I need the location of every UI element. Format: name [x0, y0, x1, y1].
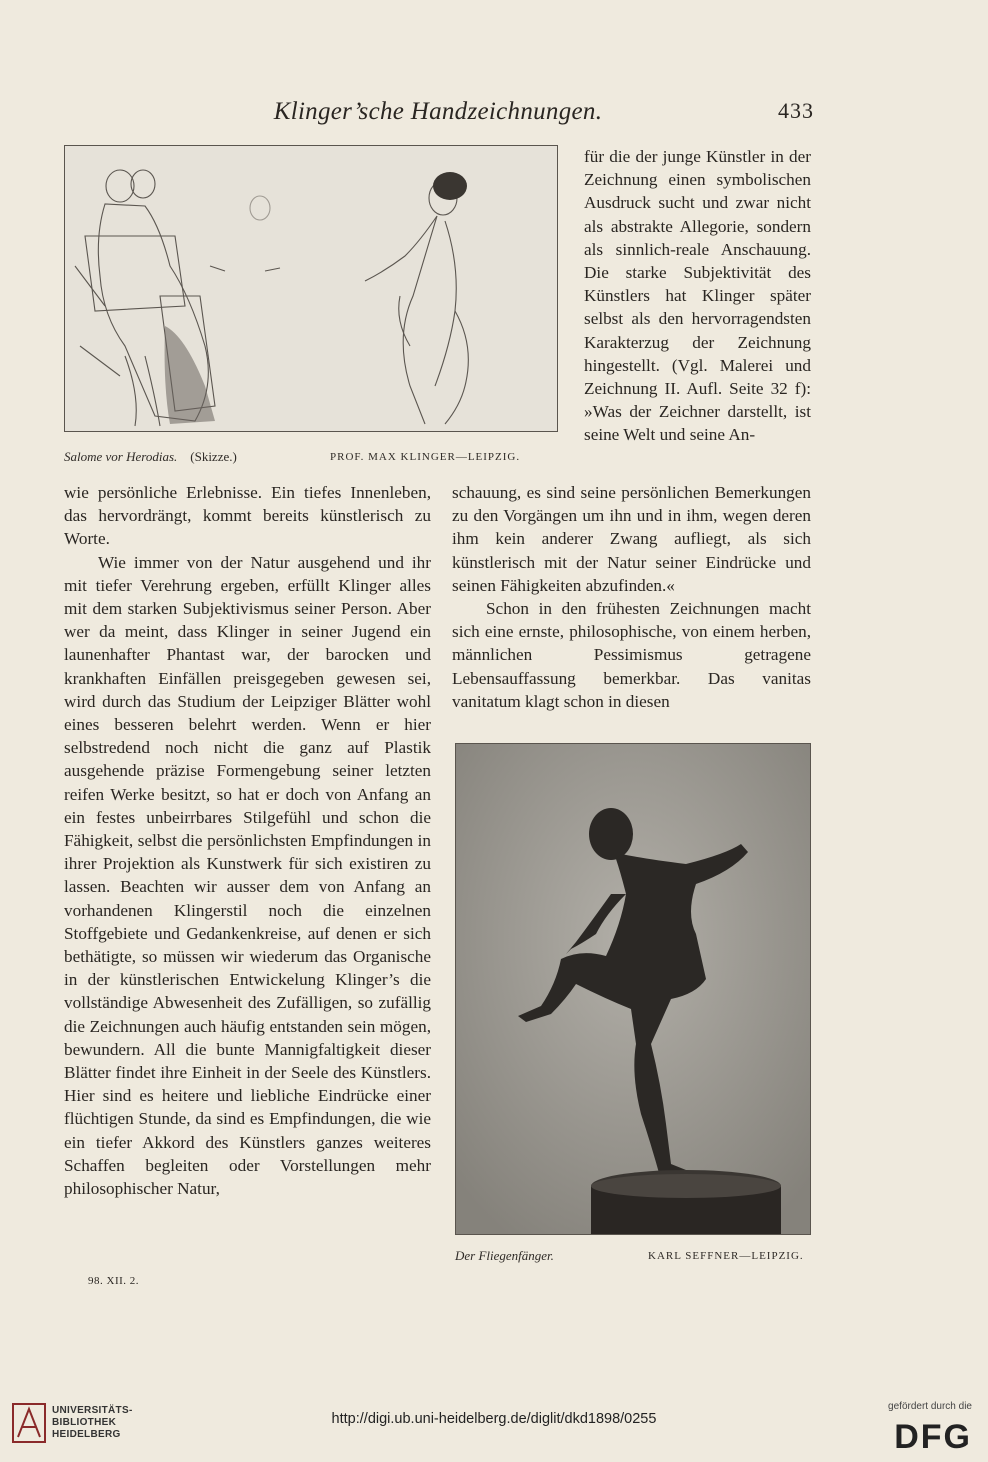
- library-line: UNIVERSITÄTS-: [52, 1405, 133, 1416]
- paragraph: für die der junge Künstler in der Zeichnung einen symbolischen Ausdruck sucht und zwar nicht als abstrakte Allegorie, sondern als sinnlich-reale Anschauung. Die starke Subjektivität des Künstlers hat Klinger später selbst als den hervorragendsten Karakterzug der Zeichnung hingestellt. (Vgl. Malerei und Zeichnung II. Aufl. Seite 32 f): »Was der Zeichner darstellt, ist seine Welt und seine An-: [584, 147, 811, 445]
- photo-fliegenfaenger-statue: [455, 743, 811, 1235]
- statue-photo: [456, 744, 810, 1234]
- library-line: HEIDELBERG: [52, 1429, 121, 1440]
- text-column-left: [64, 481, 431, 1200]
- footer-bar: [0, 1385, 988, 1462]
- dancer-hair: [433, 172, 467, 200]
- figure2-caption: [455, 1248, 554, 1264]
- running-title: Klinger’sche Handzeichnungen.: [273, 98, 603, 125]
- page-header: [62, 98, 814, 128]
- dfg-logo: DFG: [894, 1418, 972, 1456]
- paragraph: schauung, es sind seine persönlichen Bemerkungen zu den Vorgängen um ihn und in ihm, wegen deren ihm kein anderer Zwang aufliegt, als sich künstlerisch mit der Natur seiner Eindrücke und seinen Fähigkeiten abzufinden.«: [452, 483, 811, 595]
- paragraph: Schon in den frühesten Zeichnungen macht sich eine ernste, philosophische, von einem herben, männlichen Pessimismus getragene Lebensauffassung bemerkbar. Das vanitas vanitatum klagt schon in diesen: [452, 599, 811, 711]
- sketch-drawing: [65, 146, 557, 431]
- library-line: BIBLIOTHEK: [52, 1417, 117, 1428]
- figure2-title: Der Fliegenfänger.: [455, 1248, 554, 1263]
- page-number: 433: [778, 98, 814, 123]
- figure1-note: (Skizze.): [190, 449, 237, 464]
- text-column-right: [452, 481, 811, 713]
- text-column-right-top: [584, 145, 811, 447]
- dfg-label: gefördert durch die: [888, 1401, 972, 1412]
- source-url-link[interactable]: http://digi.ub.uni-heidelberg.de/diglit/dkd1898/0255: [331, 1411, 657, 1427]
- figure1-caption: [64, 449, 237, 465]
- statue-pedestal: [591, 1170, 781, 1234]
- figure2-credit: KARL SEFFNER—LEIPZIG.: [648, 1250, 804, 1262]
- paragraph: wie persönliche Erlebnisse. Ein tiefes Innenleben, das hervordrängt, kommt bereits künstlerisch zu Worte.: [64, 483, 431, 549]
- paragraph: Wie immer von der Natur ausgehend und ihr mit tiefer Verehrung ergeben, erfüllt Klinger alles mit dem starken Subjektivismus seiner Person. Aber wer da meint, dass Klinger in seiner Jugend ein launenhafter Phantast war, der barocken und krankhaften Einfällen preisgegeben gewesen sei, wird durch das Studium der Leipziger Blätter wohl eines besseren belehrt werden. Wenn er hier selbstredend noch nicht die ganz auf Plastik ausgehende präzise Formengebung seiner letzten reifen Werke besitzt, so hat er doch von Anfang an ein festes unbeirrbares Stilgefühl und schon die Fähigkeit, selbst die persönlichsten Empfindungen in ihrer Projektion als Kunstwerk für sich existiren zu lassen. Beachten wir ausser dem von Anfang an vorhandenen Klingerstil noch die einzelnen Stoffgebiete und Gedankenkreise, auf denen er sich bethätigte, so müssen wir wiederum das Organische in der künstlerischen Entwickelung Klinger’s die vollständige Abwesenheit des Zufälligen, so zufällig die Zeichnungen auch häufig entstanden sein mögen, bewundern. All die bunte Mannigfaltigkeit dieser Blätter findet ihre Einheit in der Seele des Künstlers. Hier sind es heitere und liebliche Eindrücke einer flüchtigen Stunde, da sind es Empfindungen, die wie ein tiefer Akkord des Künstlers ganzes weiteres Schaffen begleiten oder Vorstellungen mehr philosophischer Natur,: [64, 552, 431, 1199]
- figure1-title: Salome vor Herodias.: [64, 449, 178, 464]
- illustration-salome-sketch: [64, 145, 558, 432]
- signature-mark: 98. XII. 2.: [88, 1275, 140, 1287]
- figure1-credit: PROF. MAX KLINGER—LEIPZIG.: [330, 451, 521, 463]
